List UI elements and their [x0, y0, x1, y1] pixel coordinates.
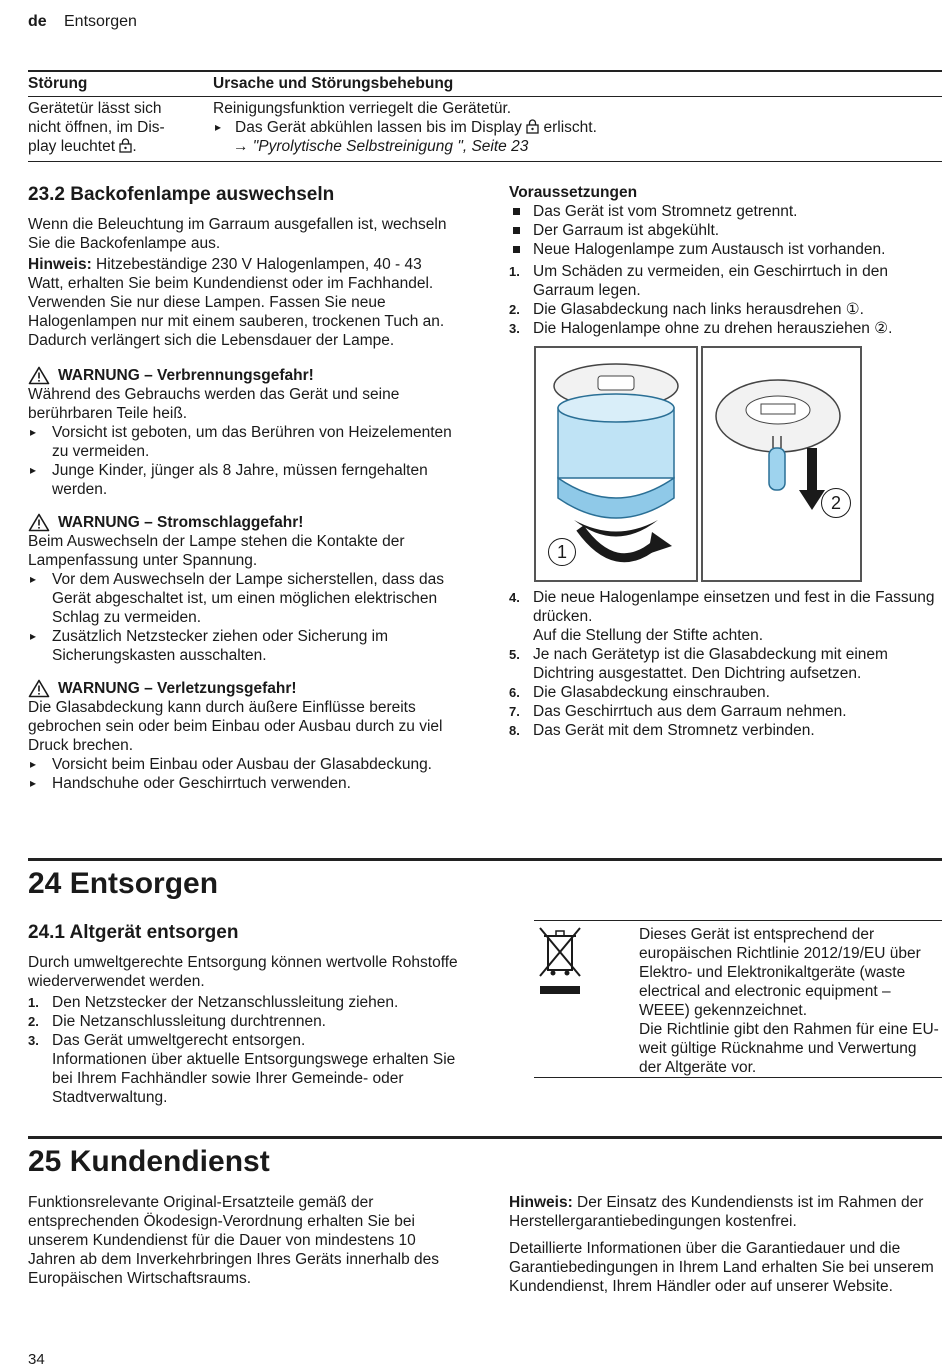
- chapter-title: 24 Entsorgen: [28, 867, 219, 900]
- page-number: 34: [28, 1351, 45, 1368]
- service-paragraph: Funktionsrelevante Original-Ersatzteile gemäß der entsprechenden Ökodesign-Verordnung erhalten Sie bei unserem Kundendienst für die Dauer von mindestens 10 Jahren ab dem Inverkehrbringen Ihres Geräts innerhalb des Europäischen Wirtschaftsraums.: [28, 1194, 439, 1287]
- step-item: [509, 683, 939, 702]
- warning-heading: [28, 513, 458, 532]
- step-number: 4.: [509, 590, 520, 605]
- warning-text: Während des Gebrauchs werden das Gerät und seine berührbaren Teile heiß.: [28, 386, 400, 422]
- step-item: [509, 262, 939, 300]
- weee-top-rule: [534, 920, 942, 921]
- note-paragraph: [28, 255, 458, 350]
- running-header-title: Entsorgen: [64, 13, 137, 30]
- section-title: 24.1 Altgerät entsorgen: [28, 922, 239, 943]
- table-cell-cause: [213, 99, 933, 156]
- step-number: 3.: [509, 321, 520, 336]
- list-item: ▸ Junge Kinder, jünger als 8 Jahre, müssen ferngehalten werden.: [28, 461, 458, 499]
- step-item: [28, 1031, 458, 1107]
- step-number: 5.: [509, 647, 520, 662]
- step-text: Je nach Gerätetyp ist die Glasabdeckung mit einem Dichtring ausgestattet. Den Dichtring aufsetzen.: [533, 646, 888, 682]
- step-subtext: Auf die Stellung der Stifte achten.: [533, 627, 764, 644]
- steps-list: [28, 993, 458, 1107]
- note-text: Hitzebeständige 230 V Halogenlampen, 40 - 43 Watt, erhalten Sie beim Kundendienst oder im Fachhandel. Verwenden Sie nur diese Lampen. Fassen Sie neue Halogenlampen nur mit einem sauberen, trockenen Tuch an. Dadurch verlängert sich die Lebensdauer der Lampe.: [28, 256, 445, 349]
- pull-lamp-illustration: [703, 348, 860, 580]
- step-item: [509, 645, 939, 683]
- table-top-rule: [28, 70, 942, 72]
- step-text: Die Glasabdeckung nach links herausdrehen ①.: [533, 301, 864, 318]
- step-number: 1.: [509, 264, 520, 279]
- warning-triangle-icon: [28, 366, 50, 385]
- step-text: Das Gerät umweltgerecht entsorgen.: [52, 1032, 306, 1049]
- chapter-rule: [28, 858, 942, 861]
- note-label: Hinweis:: [28, 256, 92, 273]
- prerequisites-title: Voraussetzungen: [509, 184, 638, 201]
- step-number: 2.: [28, 1014, 39, 1029]
- warning-list: [28, 423, 458, 499]
- warning-title: WARNUNG – Verbrennungsgefahr!: [58, 367, 314, 384]
- table-header-rule: [28, 96, 942, 97]
- weee-text: [639, 925, 939, 1077]
- figure-unscrew-cover: [534, 346, 698, 582]
- action-item: [213, 118, 933, 137]
- step-item: [509, 319, 939, 338]
- fault-line: play leuchtet .: [28, 138, 137, 155]
- chapter-title: 25 Kundendienst: [28, 1145, 270, 1178]
- steps-list: [509, 588, 939, 740]
- list-item: Neue Halogenlampe zum Austausch ist vorhanden.: [509, 240, 939, 259]
- warning-title: WARNUNG – Stromschlaggefahr!: [58, 514, 304, 531]
- step-number: 1.: [28, 995, 39, 1010]
- lock-icon: [526, 119, 539, 134]
- figure-label: 1: [548, 538, 576, 566]
- prerequisites-list: [509, 202, 939, 259]
- step-number: 3.: [28, 1033, 39, 1048]
- table-cell-fault: [28, 99, 198, 156]
- fault-line: Gerätetür lässt sich: [28, 100, 162, 117]
- step-number: 6.: [509, 685, 520, 700]
- step-subtext: Informationen über aktuelle Entsorgungswege erhalten Sie bei Ihrem Fachhändler sowie Ihrer Gemeinde- oder Stadtverwaltung.: [52, 1051, 456, 1106]
- figure-label: 2: [821, 488, 851, 518]
- step-text: Den Netzstecker der Netzanschlussleitung ziehen.: [52, 994, 399, 1011]
- service-paragraph: Detaillierte Informationen über die Garantiedauer und die Garantiebedingungen in Ihrem Land erhalten Sie bei unserem Kundendienst, Ihrem Händler oder auf unserer Website.: [509, 1240, 934, 1295]
- step-text: Die Glasabdeckung einschrauben.: [533, 684, 770, 701]
- list-item: ▸ Vorsicht beim Einbau oder Ausbau der Glasabdeckung.: [28, 755, 458, 774]
- section-23-2-left: [28, 183, 458, 793]
- chapter-rule: [28, 1136, 942, 1139]
- warning-list: [28, 755, 458, 793]
- action-text: Das Gerät abkühlen lassen bis im Display: [235, 119, 522, 136]
- intro-text: Durch umweltgerechte Entsorgung können wertvolle Rohstoffe wiederverwendet werden.: [28, 954, 458, 990]
- weee-bottom-rule: [534, 1077, 942, 1078]
- intro-text: Wenn die Beleuchtung im Garraum ausgefallen ist, wechseln Sie die Backofenlampe aus.: [28, 216, 447, 252]
- step-item: [509, 702, 939, 721]
- step-number: 2.: [509, 302, 520, 317]
- fault-line: nicht öffnen, im Dis-: [28, 119, 165, 136]
- note-text: Der Einsatz des Kundendiensts ist im Rahmen der Herstellergarantiebedingungen kostenfrei.: [509, 1194, 924, 1230]
- step-item: [509, 588, 939, 645]
- cross-reference-link[interactable]: → "Pyrolytische Selbstreinigung ", Seite 23: [233, 138, 529, 155]
- warning-text: Beim Auswechseln der Lampe stehen die Kontakte der Lampenfassung unter Spannung.: [28, 533, 405, 569]
- warning-text: Die Glasabdeckung kann durch äußere Einflüsse bereits gebrochen sein oder beim Einbau oder Ausbau durch zu viel Druck brechen.: [28, 699, 443, 754]
- warning-list: [28, 570, 458, 665]
- table-header-cause: Ursache und Störungsbehebung: [213, 75, 454, 92]
- note-label: Hinweis:: [509, 1194, 573, 1211]
- weee-paragraph: Die Richtlinie gibt den Rahmen für eine EU-weit gültige Rücknahme und Verwertung der Altgeräte vor.: [639, 1021, 939, 1076]
- weee-bin-icon: [536, 926, 584, 998]
- list-item: Das Gerät ist vom Stromnetz getrennt.: [509, 202, 939, 221]
- list-item: ▸ Vorsicht ist geboten, um das Berühren von Heizelementen zu vermeiden.: [28, 423, 458, 461]
- warning-triangle-icon: [28, 679, 50, 698]
- weee-paragraph: Dieses Gerät ist entsprechend der europäischen Richtlinie 2012/19/EU über Elektro- und Elektronikaltgeräte (waste electrical and electronic equipment – WEEE) gekennzeichnet.: [639, 926, 921, 1019]
- list-item: Der Garraum ist abgekühlt.: [509, 221, 939, 240]
- section-title: 23.2 Backofenlampe auswechseln: [28, 184, 335, 205]
- step-number: 7.: [509, 704, 520, 719]
- section-25-left: [28, 1193, 458, 1288]
- steps-continued: [509, 588, 939, 740]
- step-item: [509, 721, 939, 740]
- warning-triangle-icon: [28, 513, 50, 532]
- step-number: 8.: [509, 723, 520, 738]
- warning-heading: [28, 679, 458, 698]
- step-text: Das Gerät mit dem Stromnetz verbinden.: [533, 722, 815, 739]
- step-item: [509, 300, 939, 319]
- steps-list: [509, 262, 939, 338]
- fault-line-text: play leuchtet: [28, 138, 116, 155]
- language-code: de: [28, 13, 47, 30]
- figure-pull-lamp: [701, 346, 862, 582]
- warning-title: WARNUNG – Verletzungsgefahr!: [58, 680, 297, 697]
- step-text: Die Halogenlampe ohne zu drehen herausziehen ②.: [533, 320, 893, 337]
- step-item: [28, 1012, 458, 1031]
- step-text: Um Schäden zu vermeiden, ein Geschirrtuch in den Garraum legen.: [533, 263, 888, 299]
- lock-icon: [119, 138, 132, 153]
- action-text-suffix: erlischt.: [543, 119, 597, 136]
- step-item: [28, 993, 458, 1012]
- step-text: Die neue Halogenlampe einsetzen und fest in die Fassung drücken.: [533, 589, 935, 625]
- list-item: ▸ Zusätzlich Netzstecker ziehen oder Sicherung im Sicherungskasten ausschalten.: [28, 627, 458, 665]
- step-text: Die Netzanschlussleitung durchtrennen.: [52, 1013, 326, 1030]
- list-item: ▸ Vor dem Auswechseln der Lampe sicherstellen, dass das Gerät abgeschaltet ist, um einen möglichen elektrischen Schlag zu vermeiden.: [28, 570, 458, 627]
- step-text: Das Geschirrtuch aus dem Garraum nehmen.: [533, 703, 847, 720]
- table-bottom-rule: [28, 161, 942, 162]
- note-paragraph: [509, 1193, 939, 1231]
- section-23-2-right: [509, 183, 939, 338]
- section-24-1-left: [28, 921, 458, 1107]
- warning-heading: [28, 366, 458, 385]
- cause-text: Reinigungsfunktion verriegelt die Gerätetür.: [213, 100, 512, 117]
- table-header-fault: Störung: [28, 75, 88, 92]
- section-25-right: [509, 1193, 939, 1296]
- list-item: ▸ Handschuhe oder Geschirrtuch verwenden.: [28, 774, 458, 793]
- crossed-bin-icon: [536, 926, 584, 998]
